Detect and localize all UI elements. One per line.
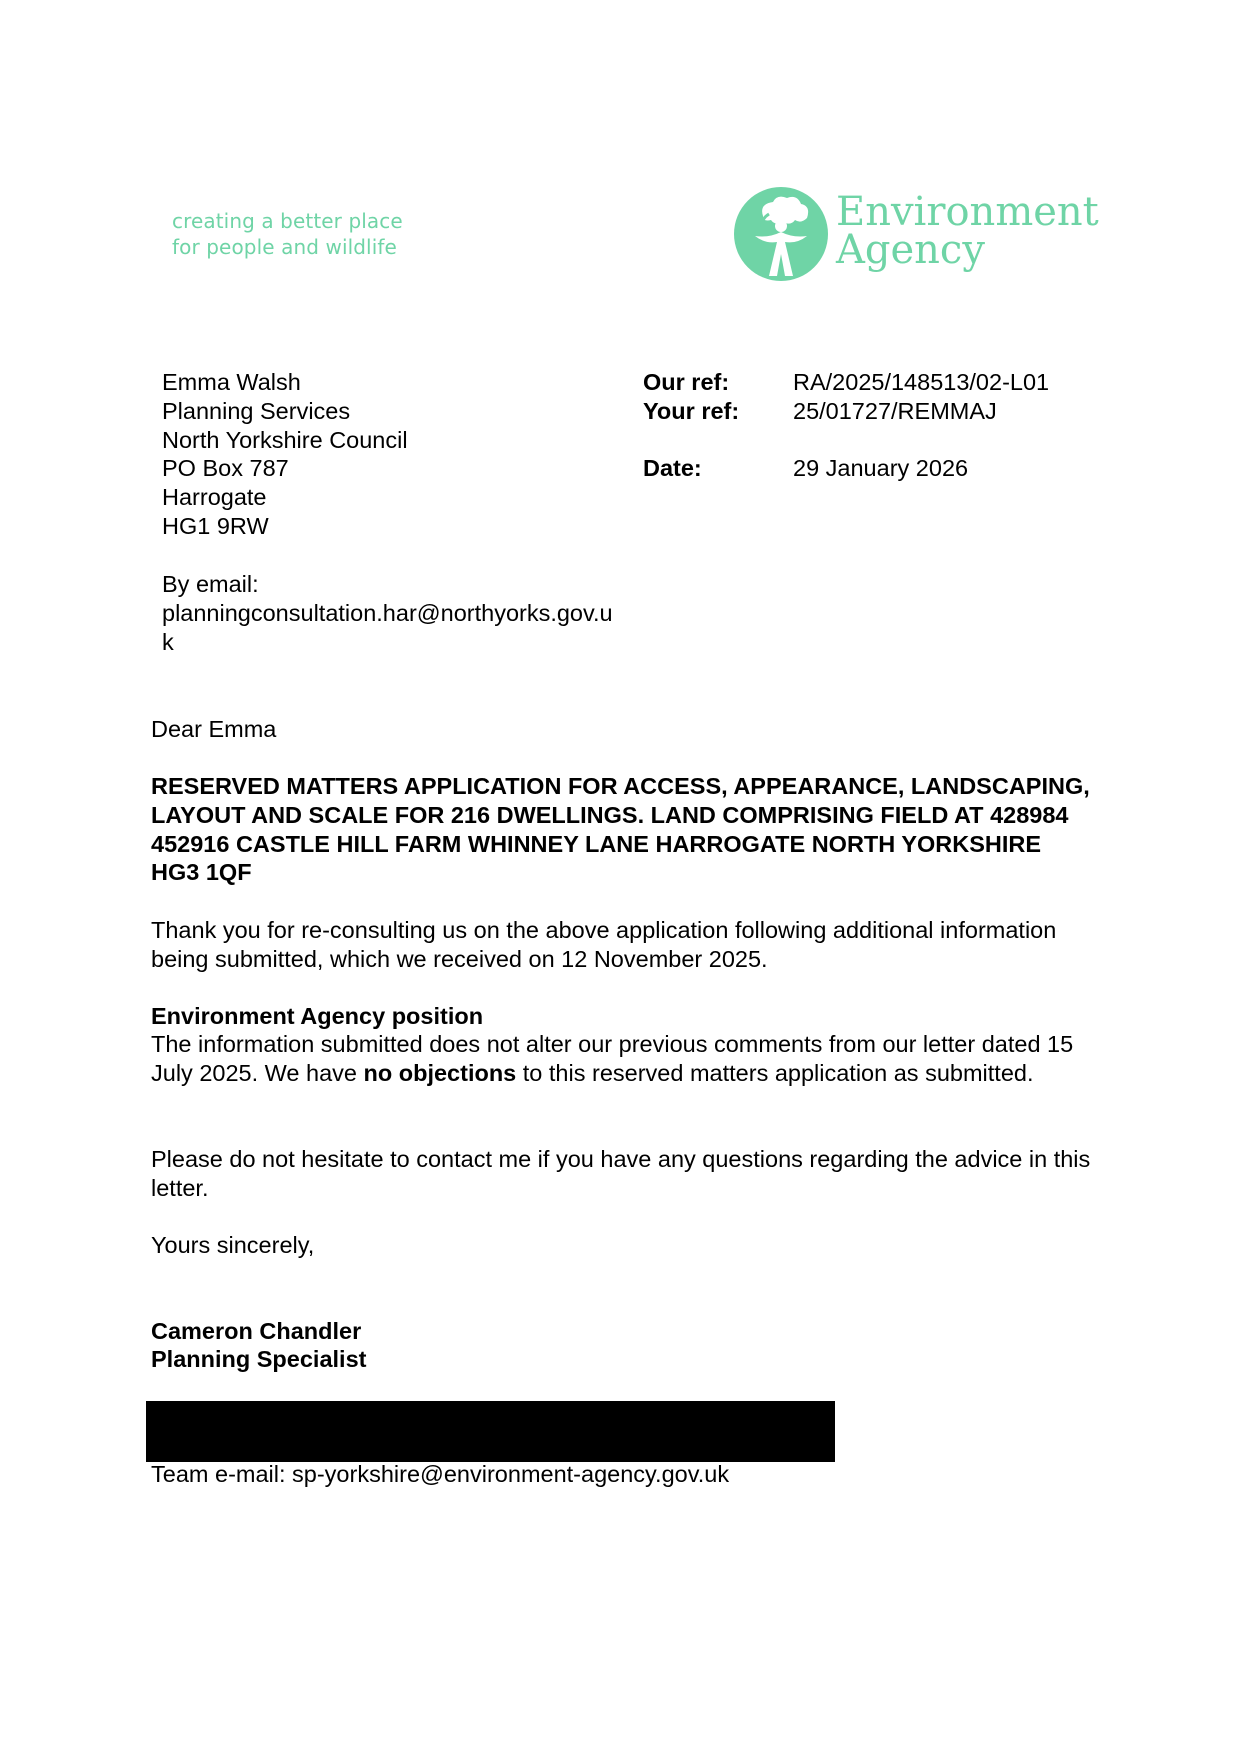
signatory-name: Cameron Chandler: [151, 1318, 362, 1344]
signatory-title: Planning Specialist: [151, 1346, 367, 1372]
position-paragraph: [151, 1030, 1091, 1088]
salutation: Dear Emma: [151, 716, 277, 742]
recipient-address: [162, 368, 408, 541]
date-label: Date:: [643, 455, 702, 482]
by-email-label: By email:: [162, 571, 259, 597]
recipient-organisation: North Yorkshire Council: [162, 426, 408, 453]
our-ref-value: RA/2025/148513/02-L01: [793, 369, 1050, 395]
closing: Yours sincerely,: [151, 1232, 315, 1258]
recipient-po-box: PO Box 787: [162, 455, 289, 482]
contact-paragraph: Please do not hesitate to contact me if you have any questions regarding the advice in this letter.: [151, 1146, 1091, 1201]
position-text-a: The information submitted does not alter our previous comments from our letter dated 15 July 2025. We have: [151, 1031, 1074, 1086]
position-text-b: to this reserved matters application as submitted.: [516, 1059, 1034, 1086]
intro-paragraph: Thank you for re-consulting us on the above application following additional information being submitted, which we received on 12 November 2025.: [151, 917, 1057, 972]
your-ref-label: Your ref:: [643, 397, 740, 424]
redaction-bar: [146, 1401, 835, 1462]
date-value: 29 January 2026: [793, 455, 969, 482]
recipient-postcode: HG1 9RW: [162, 512, 269, 539]
recipient-town: Harrogate: [162, 484, 267, 511]
tagline-line-2: for people and wildlife: [172, 235, 397, 259]
recipient-name: Emma Walsh: [162, 369, 301, 395]
subject-heading: RESERVED MATTERS APPLICATION FOR ACCESS, APPEARANCE, LANDSCAPING, LAYOUT AND SCALE FOR 216 DWELLINGS. LAND COMPRISING FIELD AT 428984 452916 CASTLE HILL FARM WHINNEY LANE HARROGATE NORTH YORKSHIRE HG3 1QF: [151, 773, 1090, 886]
tagline: [172, 208, 403, 260]
recipient-department: Planning Services: [162, 397, 351, 424]
logo-line-1: Environment: [836, 189, 1099, 235]
recipient-email: planningconsultation.har@northyorks.gov.uk: [162, 599, 613, 655]
your-ref-value: 25/01727/REMMAJ: [793, 397, 997, 424]
tree-figure-icon: [733, 186, 829, 282]
our-ref-label: Our ref:: [643, 369, 730, 395]
by-email-block: [162, 570, 622, 656]
tagline-line-1: creating a better place: [172, 209, 403, 233]
position-heading: Environment Agency position: [151, 1003, 484, 1029]
position-text-bold: no objections: [363, 1059, 517, 1086]
agency-logo-wordmark: [836, 189, 1099, 273]
team-email: Team e-mail: sp-yorkshire@environment-agency.gov.uk: [151, 1461, 730, 1487]
logo-line-2: Agency: [836, 227, 985, 273]
